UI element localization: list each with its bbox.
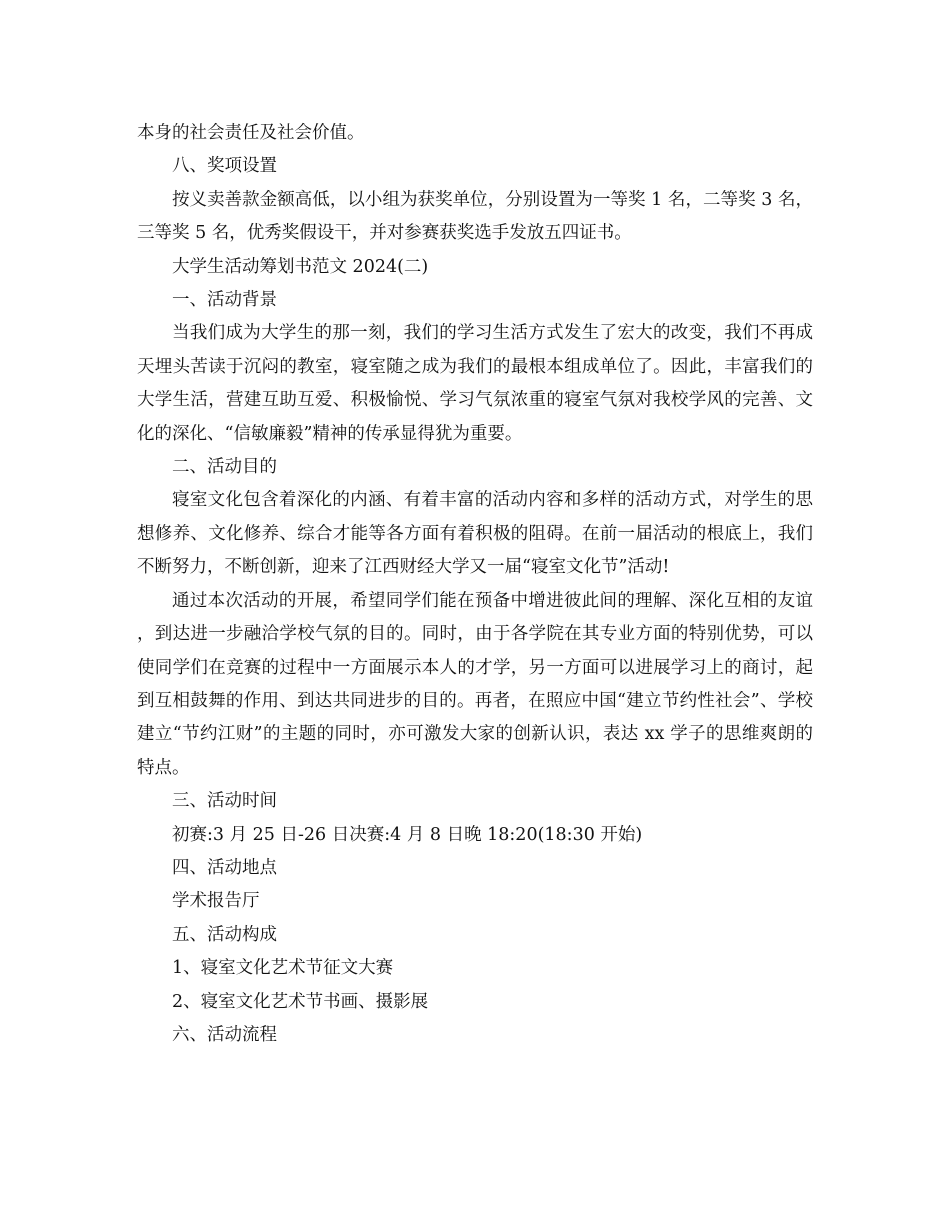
section-title-plan-two: 大学生活动筹划书范文 2024(二) (172, 256, 429, 277)
heading-time: 三、活动时间 (172, 791, 277, 812)
heading-composition: 五、活动构成 (172, 924, 277, 945)
paragraph-location: 学术报告厅 (172, 891, 260, 912)
paragraph-social-value: 本身的社会责任及社会价值。 (137, 123, 365, 143)
paragraph-awards: 按义卖善款金额高低，以小组为获奖单位，分别设置为一等奖 1 名，二等奖 3 名，三等奖 5 名，优秀奖假设干，并对参赛获奖选手发放五四证书。 (137, 189, 813, 244)
paragraph-time: 初赛:3 月 25 日-26 日决赛:4 月 8 日晚 18:20(18:30 开始) (172, 824, 643, 845)
list-item-art-exhibition: 2、寝室文化艺术节书画、摄影展 (172, 991, 429, 1012)
heading-purpose: 二、活动目的 (172, 457, 277, 478)
paragraph-background: 当我们成为大学生的那一刻，我们的学习生活方式发生了宏大的改变，我们不再成天埋头苦读于沉闷的教室，寝室随之成为我们的最根本组成单位了。因此，丰富我们的大学生活，营建互助互爱、积极愉悦、学习气氛浓重的寝室气氛对我校学风的完善、文化的深化、“信敏廉毅”精神的传承显得犹为重要。 (137, 323, 813, 444)
document-body (137, 117, 813, 1052)
heading-awards: 八、奖项设置 (172, 156, 277, 177)
heading-background: 一、活动背景 (172, 290, 277, 311)
heading-location: 四、活动地点 (172, 857, 277, 878)
heading-process: 六、活动流程 (172, 1024, 277, 1045)
paragraph-purpose-1: 寝室文化包含着深化的内涵、有着丰富的活动内容和多样的活动方式，对学生的思想修养、文化修养、综合才能等各方面有着积极的阻碍。在前一届活动的根底上，我们不断努力，不断创新，迎来了江西财经大学又一届“寝室文化节”活动! (137, 490, 813, 578)
paragraph-purpose-2: 通过本次活动的开展，希望同学们能在预备中增进彼此间的理解、深化互相的友谊，到达进一步融洽学校气氛的目的。同时，由于各学院在其专业方面的特别优势，可以使同学们在竞赛的过程中一方面展示本人的才学，另一方面可以进展学习上的商讨，起到互相鼓舞的作用、到达共同进步的目的。再者，在照应中国“建立节约性社会”、学校建立“节约江财”的主题的同时，亦可激发大家的创新认识，表达 xx 学子的思维爽朗的特点。 (137, 590, 813, 778)
list-item-essay-contest: 1、寝室文化艺术节征文大赛 (172, 958, 394, 979)
